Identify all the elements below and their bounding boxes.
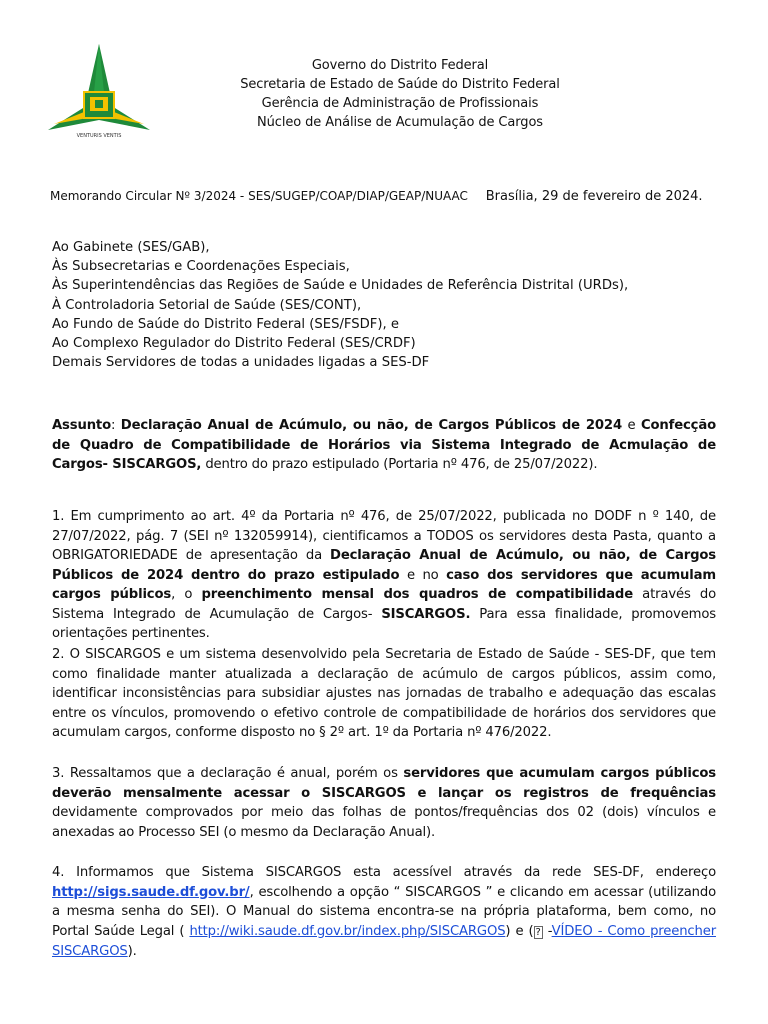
recipient: Às Subsecretarias e Coordenações Especiais, [52, 259, 350, 275]
p1-bold: SISCARGOS. [381, 606, 471, 622]
wiki-link[interactable]: http://wiki.saude.df.gov.br/index.php/SISCARGOS [189, 923, 506, 939]
p4-text: - [542, 923, 552, 939]
p1-bold: Declaração Anual de Acúmulo, ou não, de Cargos Públicos de 2024 dentro do prazo estipulado [52, 548, 716, 583]
subject-bold-1: Declaração Anual de Acúmulo, ou não, de Cargos Públicos de 2024 [120, 418, 622, 433]
recipients-list [52, 238, 628, 372]
p4-text: ). [127, 944, 137, 959]
video-link[interactable]: VÍDEO - Como preencher SISCARGOS [52, 923, 716, 959]
p4-text: 4. Informamos que Sistema SISCARGOS esta acessível através da rede SES-DF, endereço [52, 865, 716, 880]
subject-connector: e [627, 418, 636, 433]
subject-bold-2: Confecção de Quadro de Compatibilidade de Horários via Sistema Integrado de Acmulação de Cargos- SISCARGOS, [52, 418, 717, 472]
header-line: Governo do Distrito Federal [311, 58, 489, 73]
recipient: À Controladoria Setorial de Saúde (SES/CONT), [52, 297, 362, 313]
header-line: Núcleo de Análise de Acumulação de Cargos [257, 115, 543, 130]
p4-text: , escolhendo a opção “ SISCARGOS ” e clicando em acessar (utilizando a mesma senha do SEI). O Manual do sistema encontra-se na própria plataforma, bem como, no Portal Saúde Legal ( [52, 884, 716, 939]
subject-label: Assunto [52, 418, 111, 433]
sigs-link[interactable]: http://sigs.saude.df.gov.br/ [52, 884, 250, 900]
paragraph-3 [52, 764, 716, 842]
gdf-logo [46, 42, 152, 142]
subject-rest: dentro do prazo estipulado (Portaria nº 476, de 25/07/2022). [205, 457, 598, 472]
p1-bold: preenchimento mensal dos quadros de compatibilidade [201, 587, 633, 602]
memo-number: Memorando Circular Nº 3/2024 - SES/SUGEP/COAP/DIAP/GEAP/NUAAC [50, 189, 468, 203]
memo-line [50, 189, 730, 204]
recipient: Ao Gabinete (SES/GAB), [52, 240, 210, 255]
p1-text: Para essa finalidade, promovemos orientações pertinentes. [52, 606, 716, 641]
header-line: Gerência de Administração de Profissionais [261, 96, 539, 111]
subject-paragraph: Assunto: Declaração Anual de Acúmulo, ou não, de Cargos Públicos de 2024 e Confecção de Quadro de Compatibilidade de Horários via Sistema Integrado de Acmulação de Cargos- SISCARGOS, dentro do prazo estipulado (Portaria nº 476, de 25/07/2022). [52, 418, 717, 472]
letterhead [180, 56, 620, 132]
header-line: Secretaria de Estado de Saúde do Distrito Federal [240, 77, 560, 92]
paragraph-2: 2. O SISCARGOS e um sistema desenvolvido pela Secretaria de Estado de Saúde - SES-DF, que tem como finalidade manter atualizada a declaração de acúmulo de cargos públicos, assim como, identificar inconsistências para subsidiar ajustes nas jornadas de trabalho e adequação das escalas entre os vínculos, promovendo o efetivo controle de compatibilidade de horários dos servidores que acumulam cargos, conforme disposto no § 2º art. 1º da Portaria nº 476/2022. [52, 647, 716, 740]
brasao-icon [46, 42, 152, 142]
p3-text: devidamente comprovados por meio das folhas de pontos/frequências dos 02 (dois) vínculos e anexadas ao Processo SEI (o mesmo da Declaração Anual). [52, 805, 716, 840]
recipient: Demais Servidores de todas a unidades ligadas a SES-DF [52, 355, 430, 371]
recipient: Ao Fundo de Saúde do Distrito Federal (SES/FSDF), e [52, 316, 400, 332]
p4-text: ) e ( [505, 923, 534, 939]
memo-date: Brasília, 29 de fevereiro de 2024. [485, 189, 703, 204]
paragraph-1 [52, 507, 716, 644]
p1-bold: caso dos servidores que acumulam cargos públicos [52, 567, 717, 602]
recipient: Ao Complexo Regulador do Distrito Federal (SES/CRDF) [52, 336, 416, 352]
p1-text: 1. Em cumprimento ao art. 4º da Portaria nº 476, de 25/07/2022, publicada no DODF n º 140, de 27/07/2022, pág. 7 (SEI nº 132059914), cientificamos a TODOS os servidores desta Pasta, quanto a OBRIGATORIEDADE de apresentação da [52, 509, 716, 563]
logo-motto: VENTURIS VENTIS [76, 133, 122, 139]
p3-text: 3. Ressaltamos que a declaração é anual, porém os [52, 766, 404, 781]
p3-bold: servidores que acumulam cargos públicos deverão mensalmente acessar o SISCARGOS e lançar os registros de frequências [52, 766, 716, 801]
p1-text: , o [171, 587, 202, 602]
paragraph-4 [52, 863, 716, 962]
p1-text: e no [399, 567, 447, 583]
p1-text: através do Sistema Integrado de Acumulação de Cargos- [52, 587, 717, 622]
recipient: Às Superintendências das Regiões de Saúde e Unidades de Referência Distrital (URDs), [52, 278, 629, 294]
missing-glyph-icon: ? [535, 926, 541, 938]
